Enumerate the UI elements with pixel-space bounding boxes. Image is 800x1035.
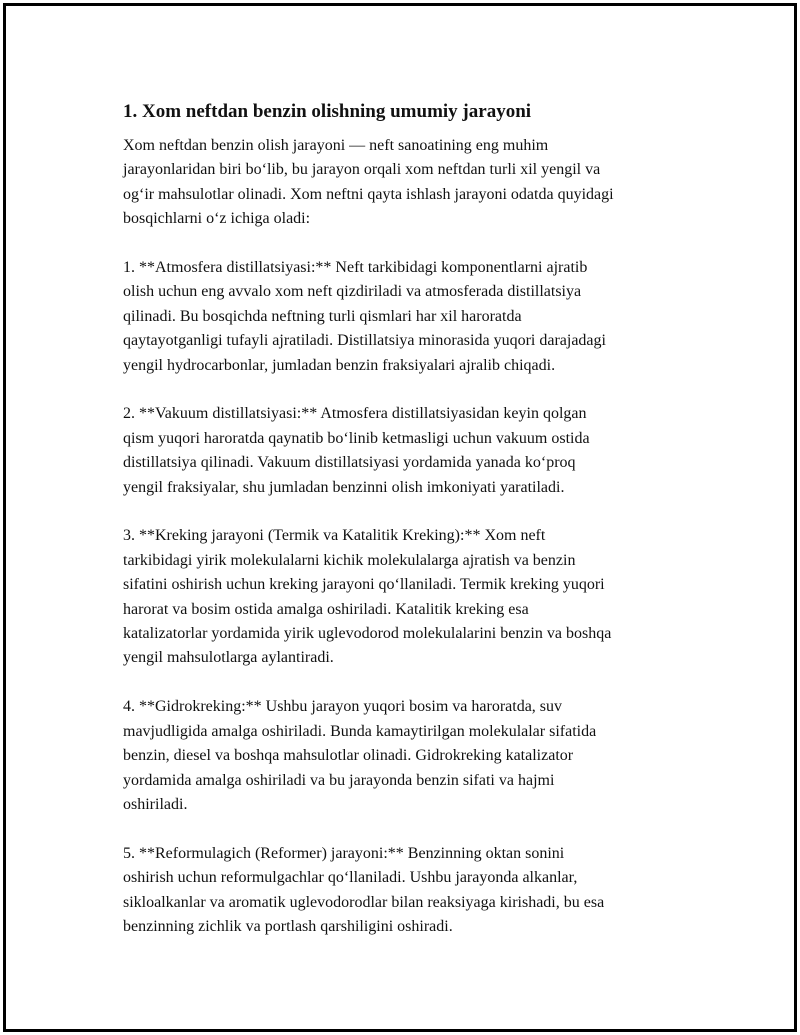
step-cracking: 3. **Kreking jarayoni (Termik va Katalitik Kreking):** Xom neft tarkibidagi yirik molekulalarni kichik molekulalarga ajratish va benzin sifatini oshirish uchun kreking jarayoni qo‘llaniladi. Termik kreking yuqori harorat va bosim ostida amalga oshiriladi. Katalitik kreking esa katalizatorlar yordamida yirik uglevodorod molekulalarini benzin va boshqa yengil mahsulotlarga aylantiradi. xyxy=(123,527,612,667)
step-reforming: 5. **Reformulagich (Reformer) jarayoni:** Benzinning oktan sonini oshirish uchun reformulgachlar qo‘llaniladi. Ushbu jarayonda alkanlar, sikloalkanlar va aromatik uglevodorodlar bilan reaksiyaga kirishadi, bu esa benzinning zichlik va portlash qarshiligini oshiradi. xyxy=(123,844,605,935)
page-title: 1. Xom neftdan benzin olishning umumiy jarayoni xyxy=(123,101,532,122)
step-vacuum-distillation: 2. **Vakuum distillatsiyasi:** Atmosfera distillatsiyasidan keyin qolgan qism yuqori haroratda qaynatib bo‘linib ketmasligi uchun vakuum ostida distillatsiya qilinadi. Vakuum distillatsiyasi yordamida yanada ko‘proq yengil fraksiyalar, shu jumladan benzinni olish imkoniyati yaratiladi. xyxy=(123,405,590,496)
document-content xyxy=(123,98,683,964)
intro-paragraph: Xom neftdan benzin olish jarayoni — neft sanoatining eng muhim jarayonlaridan biri bo‘lib, bu jarayon orqali xom neftdan turli xil yengil va og‘ir mahsulotlar olinadi. Xom neftni qayta ishlash jarayoni odatda quyidagi bosqichlarni o‘z ichiga oladi: xyxy=(123,137,614,228)
step-atmospheric-distillation: 1. **Atmosfera distillatsiyasi:** Neft tarkibidagi komponentlarni ajratib olish uchun eng avvalo xom neft qizdiriladi va atmosferada distillatsiya qilinadi. Bu bosqichda neftning turli qismlari har xil haroratda qaytayotganligi tufayli ajratiladi. Distillatsiya minorasida yuqori darajadagi yengil hydrocarbonlar, jumladan benzin fraksiyalari ajralib chiqadi. xyxy=(123,259,606,374)
page-frame xyxy=(3,3,797,1032)
step-hydrocracking: 4. **Gidrokreking:** Ushbu jarayon yuqori bosim va haroratda, suv mavjudligida amalga oshiriladi. Bunda kamaytirilgan molekulalar sifatida benzin, diesel va boshqa mahsulotlar olinadi. Gidrokreking katalizator yordamida amalga oshiriladi va bu jarayonda benzin sifati va hajmi oshiriladi. xyxy=(123,698,597,813)
